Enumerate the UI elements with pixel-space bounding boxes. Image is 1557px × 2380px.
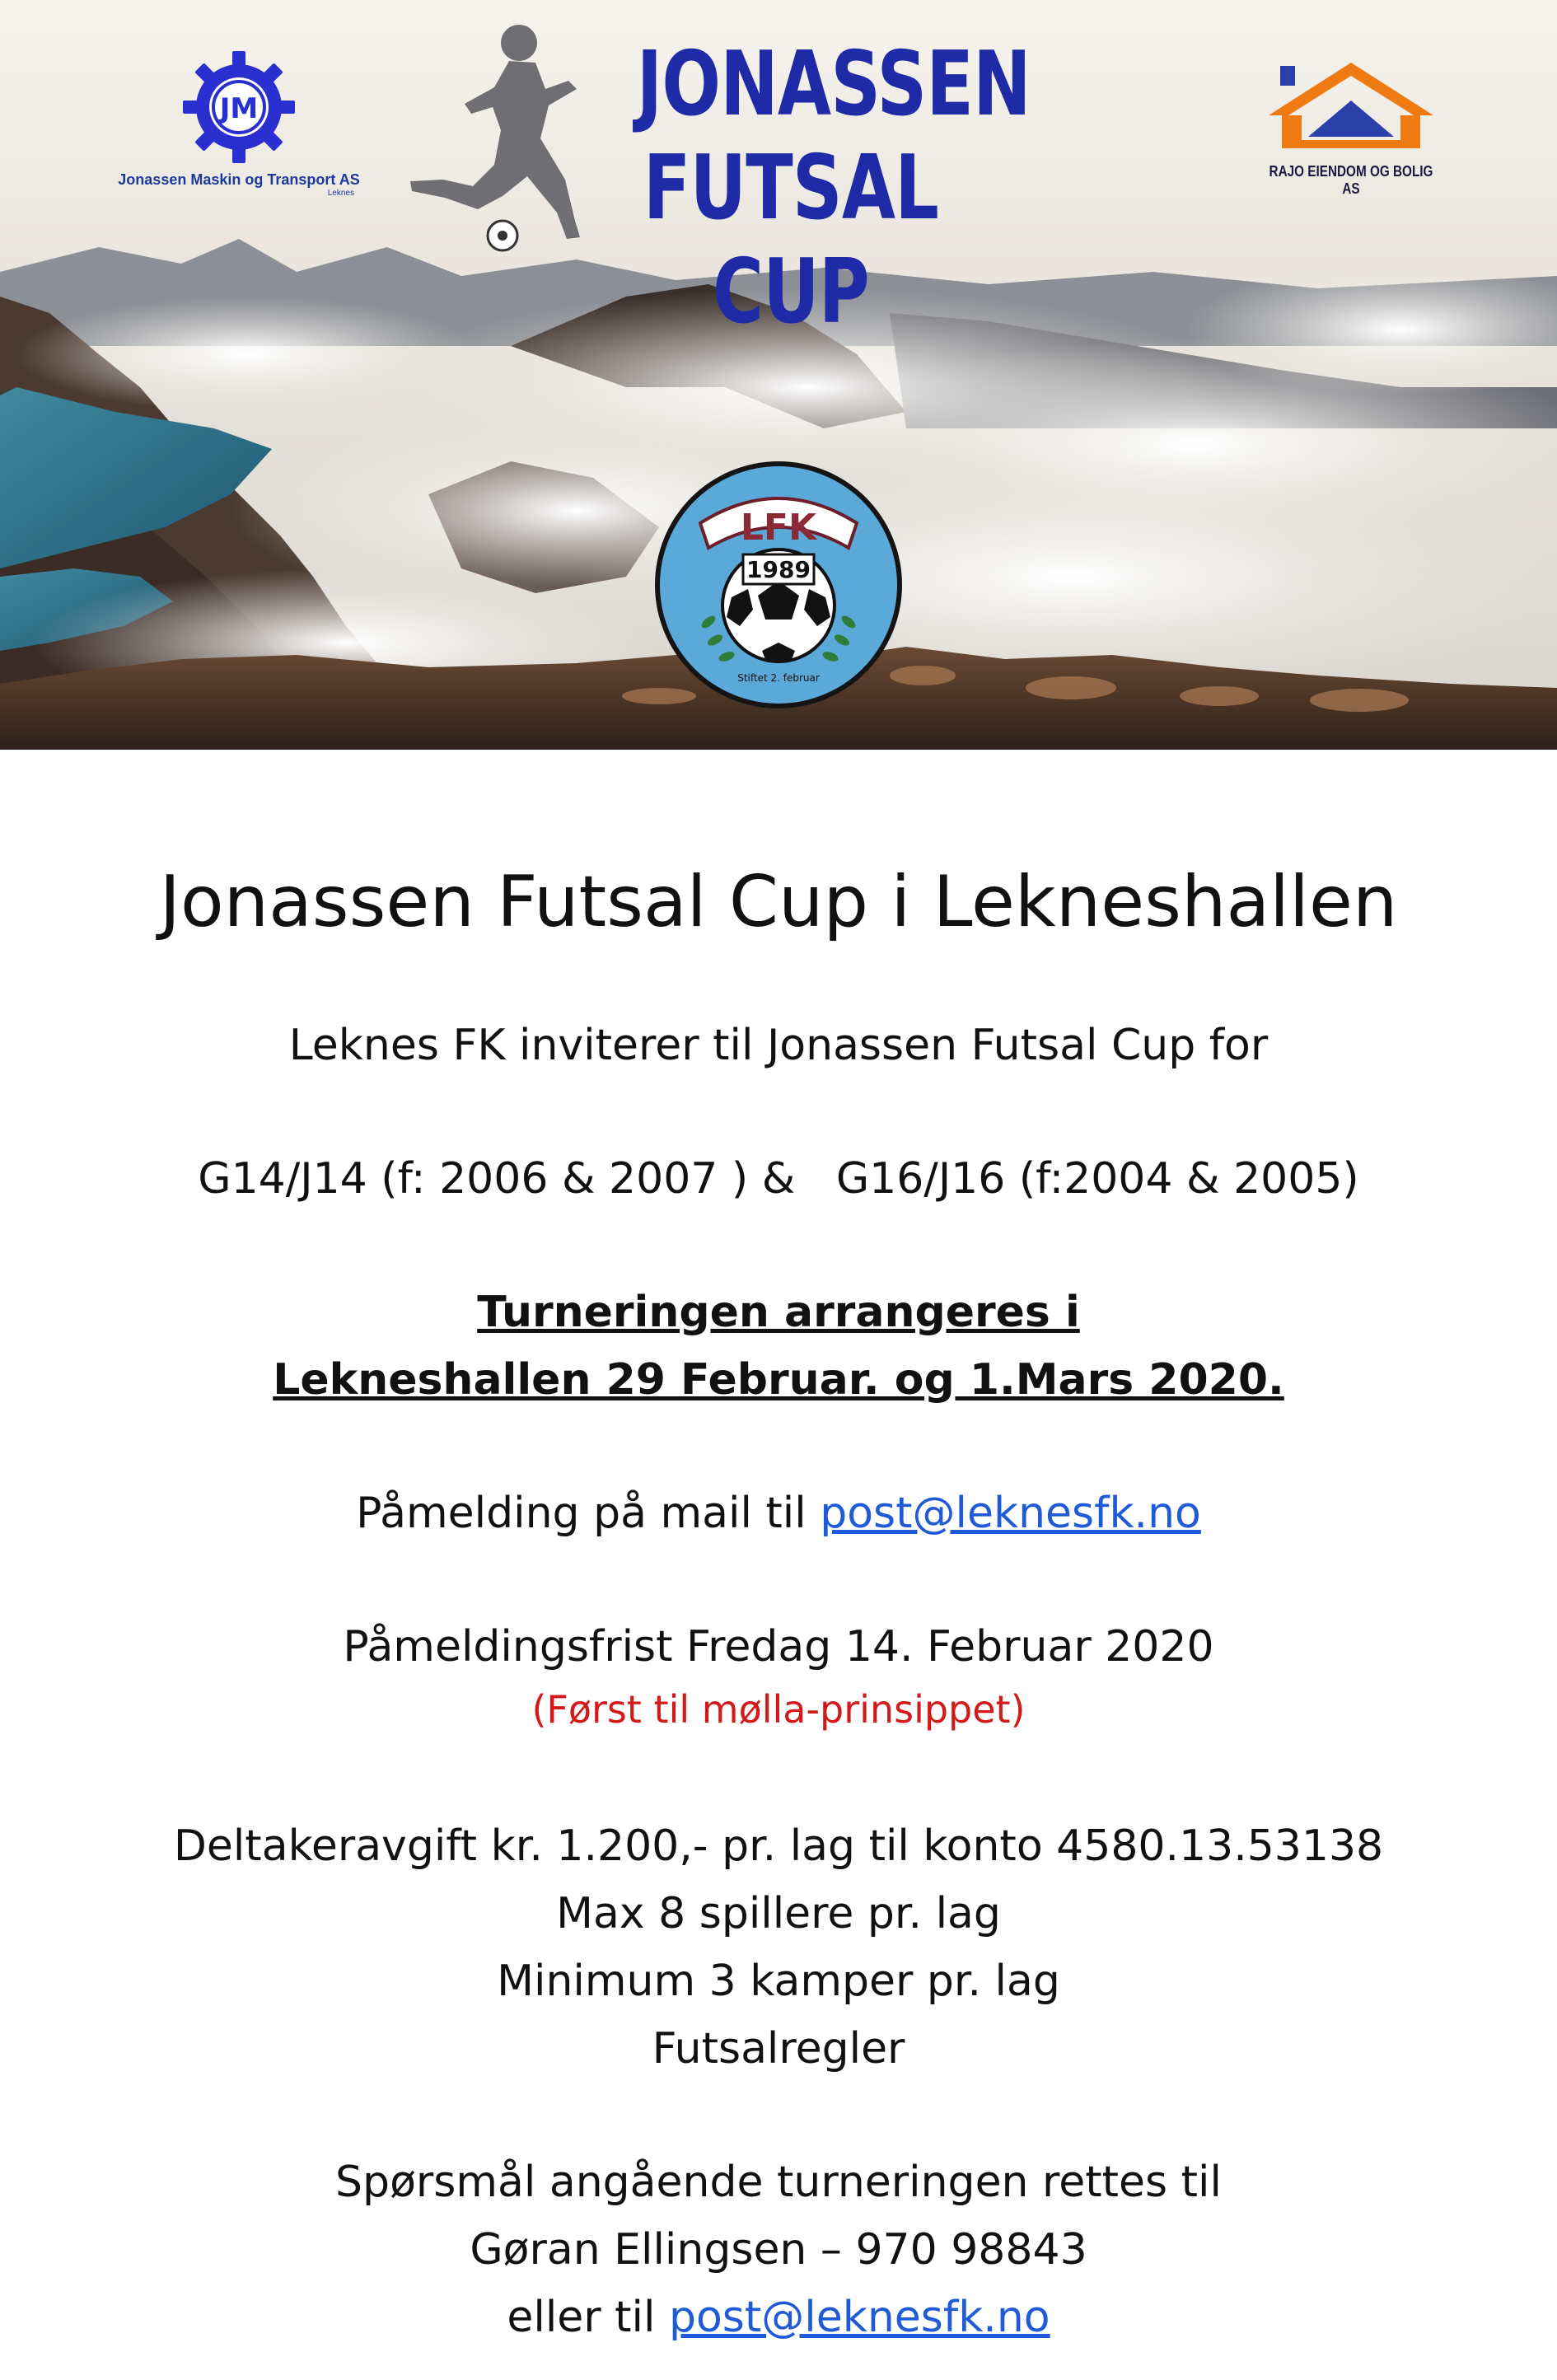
- banner-title-line2: FUTSAL CUP: [643, 137, 939, 344]
- jonassen-maskin-logo: [99, 49, 379, 198]
- invitation-body: [0, 857, 1557, 2351]
- signup-prefix: Påmelding på mail til: [356, 1489, 821, 1538]
- page-title: Jonassen Futsal Cup i Lekneshallen: [159, 861, 1398, 943]
- rajo-eiendom-logo: [1244, 58, 1458, 198]
- signup-email-link[interactable]: post@leknesfk.no: [820, 1489, 1201, 1538]
- jm-initials: JM: [219, 92, 259, 125]
- min-games-text: Minimum 3 kamper pr. lag: [497, 1957, 1060, 2006]
- banner-title-line1: JONASSEN: [636, 33, 1031, 136]
- contact-email-link[interactable]: post@leknesfk.no: [668, 2293, 1050, 2342]
- deadline-note: (Først til mølla-prinsippet): [531, 1687, 1026, 1732]
- right-logo-caption: RAJO EIENDOM OG BOLIG AS: [1269, 163, 1433, 197]
- invite-text: Leknes FK inviterer til Jonassen Futsal Cup for: [288, 1021, 1269, 1070]
- header-banner: [0, 0, 1557, 750]
- contact-alt-prefix: eller til: [507, 2293, 669, 2342]
- left-logo-caption: Jonassen Maskin og Transport AS: [118, 171, 360, 188]
- rules-text: Futsalregler: [652, 2024, 905, 2074]
- gear-icon: [181, 49, 297, 165]
- badge-letters: LFK: [740, 507, 817, 549]
- contact-text: Gøran Ellingsen – 970 98843: [470, 2225, 1087, 2275]
- signup-line: [0, 1480, 1557, 1547]
- badge-founded: Stiftet 2. februar: [737, 672, 820, 684]
- age-classes: G14/J14 (f: 2006 & 2007 ) & G16/J16 (f:2004 & 2005): [198, 1154, 1359, 1204]
- max-players-text: Max 8 spillere pr. lag: [556, 1889, 1001, 1938]
- badge-year: 1989: [746, 556, 811, 583]
- contact-alt-line: [0, 2284, 1557, 2351]
- house-icon: [1252, 58, 1450, 157]
- lfk-club-badge-icon: [651, 457, 906, 713]
- banner-title: [593, 33, 1031, 344]
- deadline-text: Påmeldingsfrist Fredag 14. Februar 2020: [343, 1622, 1214, 1672]
- venue-line-1: Turneringen arrangeres i: [477, 1288, 1080, 1337]
- questions-text: Spørsmål angående turneringen rettes til: [335, 2158, 1222, 2207]
- fee-text: Deltakeravgift kr. 1.200,- pr. lag til konto 4580.13.53138: [173, 1821, 1384, 1871]
- venue-line-2: Lekneshallen 29 Februar. og 1.Mars 2020.: [273, 1355, 1284, 1405]
- left-logo-sub: Leknes: [327, 189, 354, 198]
- football-player-icon: [395, 15, 593, 254]
